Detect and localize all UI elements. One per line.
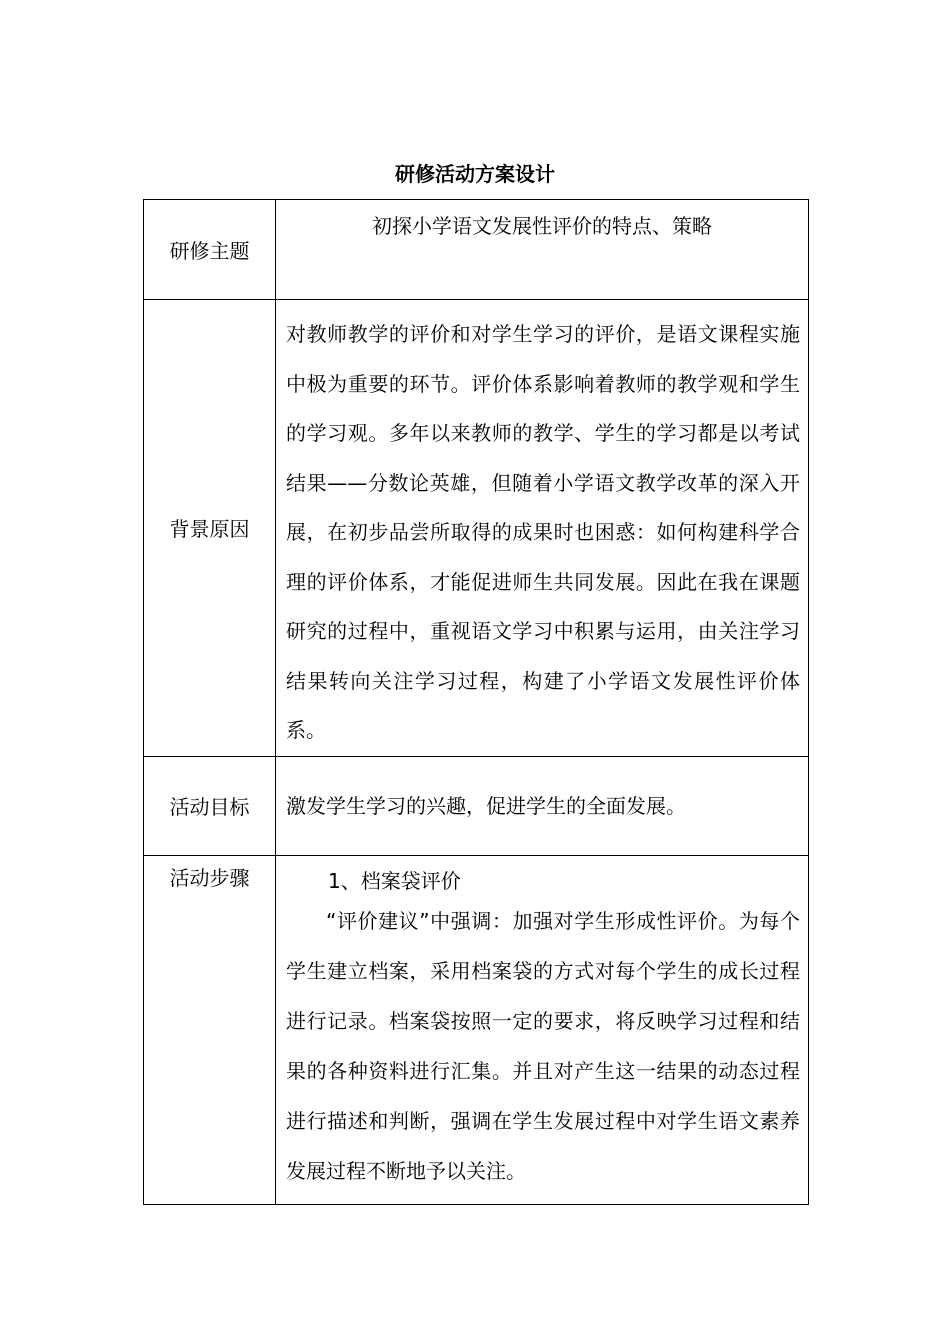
topic-row (144, 200, 809, 300)
plan-table (143, 199, 809, 1205)
goal-content: 激发学生学习的兴趣，促进学生的全面发展。 (286, 793, 686, 818)
steps-cell (276, 855, 809, 1204)
goal-cell (276, 756, 809, 855)
background-row (144, 300, 809, 757)
background-content: 对教师教学的评价和对学生学习的评价，是语文课程实施中极为重要的环节。评价体系影响着教师的教学观和学生的学习观。多年以来教师的教学、学生的学习都是以考试结果——分数论英雄，但随着小学语文教学改革的深入开展，在初步品尝所取得的成果时也困惑：如何构建科学合理的评价体系，才能促进师生共同发展。因此在我在课题研究的过程中，重视语文学习中积累与运用，由关注学习结果转向关注学习过程，构建了小学语文发展性评价体系。 (286, 322, 800, 742)
goal-label: 活动目标 (144, 756, 276, 855)
background-label: 背景原因 (144, 300, 276, 757)
steps-content: “评价建议”中强调：加强对学生形成性评价。为每个学生建立档案，采用档案袋的方式对每个学生的成长过程进行记录。档案袋按照一定的要求，将反映学习过程和结果的各种资料进行汇集。并且对产生这一结果的动态过程进行描述和判断，强调在学生发展过程中对学生语文素养发展过程不断地予以关注。 (286, 908, 800, 1183)
topic-content: 初探小学语文发展性评价的特点、策略 (372, 214, 712, 238)
steps-heading: 1、档案袋评价 (328, 868, 461, 893)
background-cell (276, 300, 809, 757)
topic-label: 研修主题 (144, 200, 276, 300)
topic-cell (276, 200, 809, 300)
steps-label: 活动步骤 (144, 855, 276, 1204)
steps-row (144, 855, 809, 1204)
goal-row (144, 756, 809, 855)
document-title: 研修活动方案设计 (395, 162, 555, 186)
